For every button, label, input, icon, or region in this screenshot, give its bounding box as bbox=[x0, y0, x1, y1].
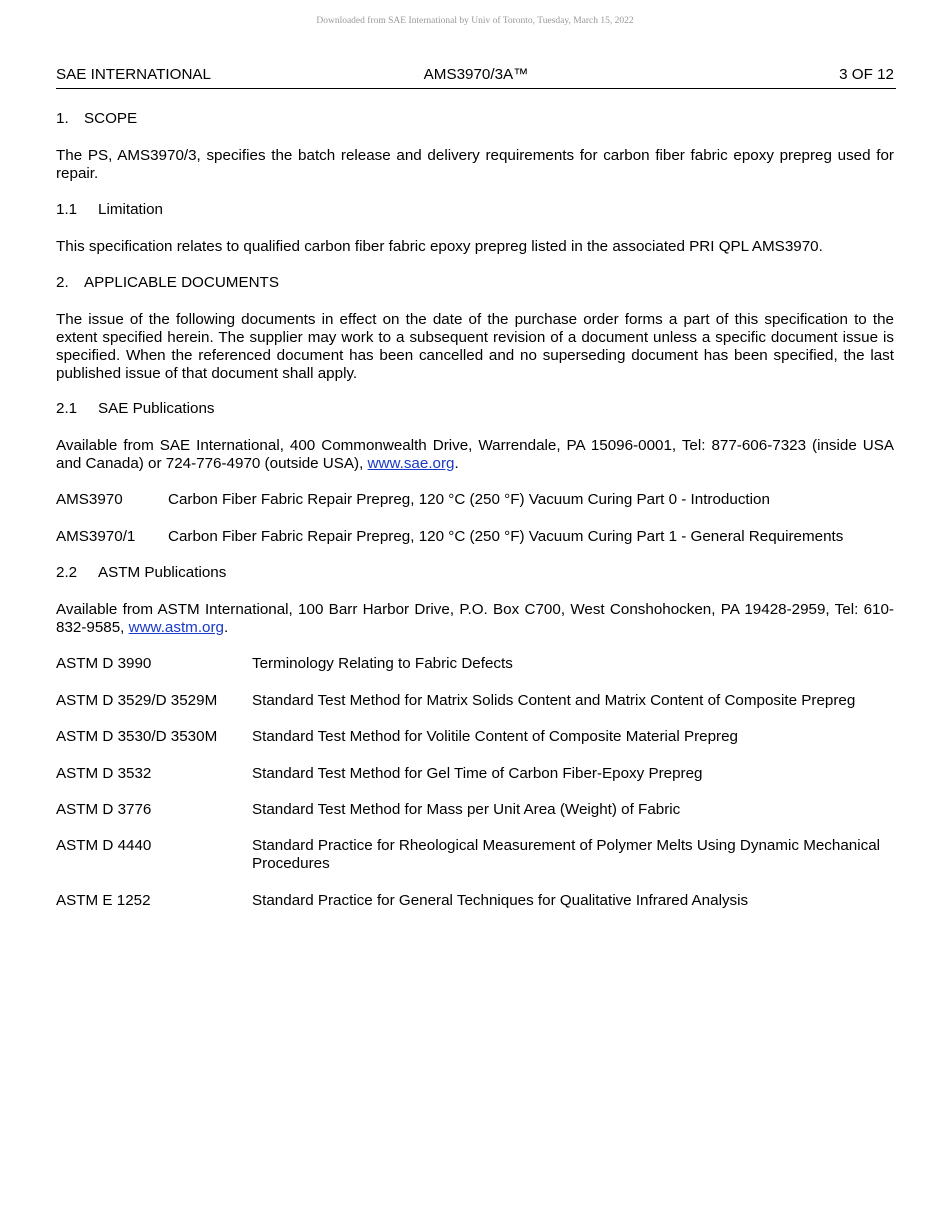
header-page-number: 3 OF 12 bbox=[839, 66, 894, 83]
section-title: SAE Publications bbox=[98, 400, 215, 417]
section-number: 1.1 bbox=[56, 201, 78, 218]
section-title: ASTM Publications bbox=[98, 564, 227, 581]
reference-title: Terminology Relating to Fabric Defects bbox=[252, 655, 513, 672]
reference-code: ASTM D 3776 bbox=[56, 801, 152, 818]
astm-address-text: Available from ASTM International, 100 Barr Harbor Drive, P.O. Box C700, West Conshohocken, PA 19428-2959, Tel: 610-832-9585, bbox=[56, 601, 894, 636]
applicable-documents-paragraph: The issue of the following documents in effect on the date of the purchase order forms a part of this specification to the extent specified herein. The supplier may work to a subsequent revision of a document unless a specific document issue is specified. When the referenced document has been cancelled and no superseding document has been specified, the last published issue of that document shall apply. bbox=[56, 311, 894, 382]
reference-title: Standard Test Method for Volitile Content of Composite Material Prepreg bbox=[252, 728, 738, 745]
section-number: 2.2 bbox=[56, 564, 78, 581]
section-heading-sae-publications bbox=[56, 400, 894, 418]
header-publisher: SAE INTERNATIONAL bbox=[56, 66, 211, 83]
sae-address-text: Available from SAE International, 400 Commonwealth Drive, Warrendale, PA 15096-0001, Tel: 877-606-7323 (inside USA and Canada) or 724-776-4970 (outside USA), bbox=[56, 437, 894, 472]
sae-availability-paragraph bbox=[56, 437, 894, 473]
sae-website-link[interactable]: www.sae.org bbox=[367, 455, 455, 472]
reference-title: Standard Test Method for Mass per Unit Area (Weight) of Fabric bbox=[252, 801, 681, 818]
section-title: APPLICABLE DOCUMENTS bbox=[84, 274, 279, 291]
header-document-id: AMS3970/3A™ bbox=[423, 66, 529, 83]
section-number: 2. bbox=[56, 274, 69, 291]
limitation-paragraph: This specification relates to qualified carbon fiber fabric epoxy prepreg listed in the associated PRI QPL AMS3970. bbox=[56, 238, 823, 255]
download-watermark: Downloaded from SAE International by Univ of Toronto, Tuesday, March 15, 2022 bbox=[316, 16, 634, 26]
reference-title: Carbon Fiber Fabric Repair Prepreg, 120 °C (250 °F) Vacuum Curing Part 0 - Introduction bbox=[168, 491, 770, 508]
reference-code: ASTM D 3532 bbox=[56, 765, 152, 782]
section-number: 1. bbox=[56, 110, 69, 127]
section-heading-astm-publications bbox=[56, 564, 894, 582]
reference-title: Standard Practice for General Techniques for Qualitative Infrared Analysis bbox=[252, 892, 749, 909]
reference-code: AMS3970 bbox=[56, 491, 123, 508]
reference-code: ASTM D 4440 bbox=[56, 837, 152, 854]
reference-title: Carbon Fiber Fabric Repair Prepreg, 120 °C (250 °F) Vacuum Curing Part 1 - General Requirements bbox=[168, 528, 844, 545]
astm-availability-paragraph bbox=[56, 601, 894, 637]
reference-title: Standard Practice for Rheological Measurement of Polymer Melts Using Dynamic Mechanical Procedures bbox=[252, 837, 881, 872]
section-heading-limitation bbox=[56, 201, 894, 219]
section-title: SCOPE bbox=[84, 110, 138, 127]
section-heading-scope bbox=[56, 110, 894, 128]
reference-code: ASTM D 3529/D 3529M bbox=[56, 692, 218, 709]
reference-title: Standard Test Method for Matrix Solids Content and Matrix Content of Composite Prepreg bbox=[252, 692, 856, 709]
reference-title: Standard Test Method for Gel Time of Carbon Fiber-Epoxy Prepreg bbox=[252, 765, 703, 782]
reference-code: AMS3970/1 bbox=[56, 528, 136, 545]
astm-period: . bbox=[224, 619, 229, 636]
scope-paragraph: The PS, AMS3970/3, specifies the batch release and delivery requirements for carbon fiber fabric epoxy prepreg used for repair. bbox=[56, 147, 894, 182]
astm-website-link[interactable]: www.astm.org bbox=[128, 619, 224, 636]
reference-code: ASTM D 3990 bbox=[56, 655, 152, 672]
section-heading-applicable-documents bbox=[56, 274, 894, 292]
sae-period: . bbox=[454, 455, 459, 472]
section-number: 2.1 bbox=[56, 400, 78, 417]
section-title: Limitation bbox=[98, 201, 163, 218]
reference-code: ASTM D 3530/D 3530M bbox=[56, 728, 218, 745]
page-header bbox=[56, 66, 896, 89]
reference-code: ASTM E 1252 bbox=[56, 892, 151, 909]
